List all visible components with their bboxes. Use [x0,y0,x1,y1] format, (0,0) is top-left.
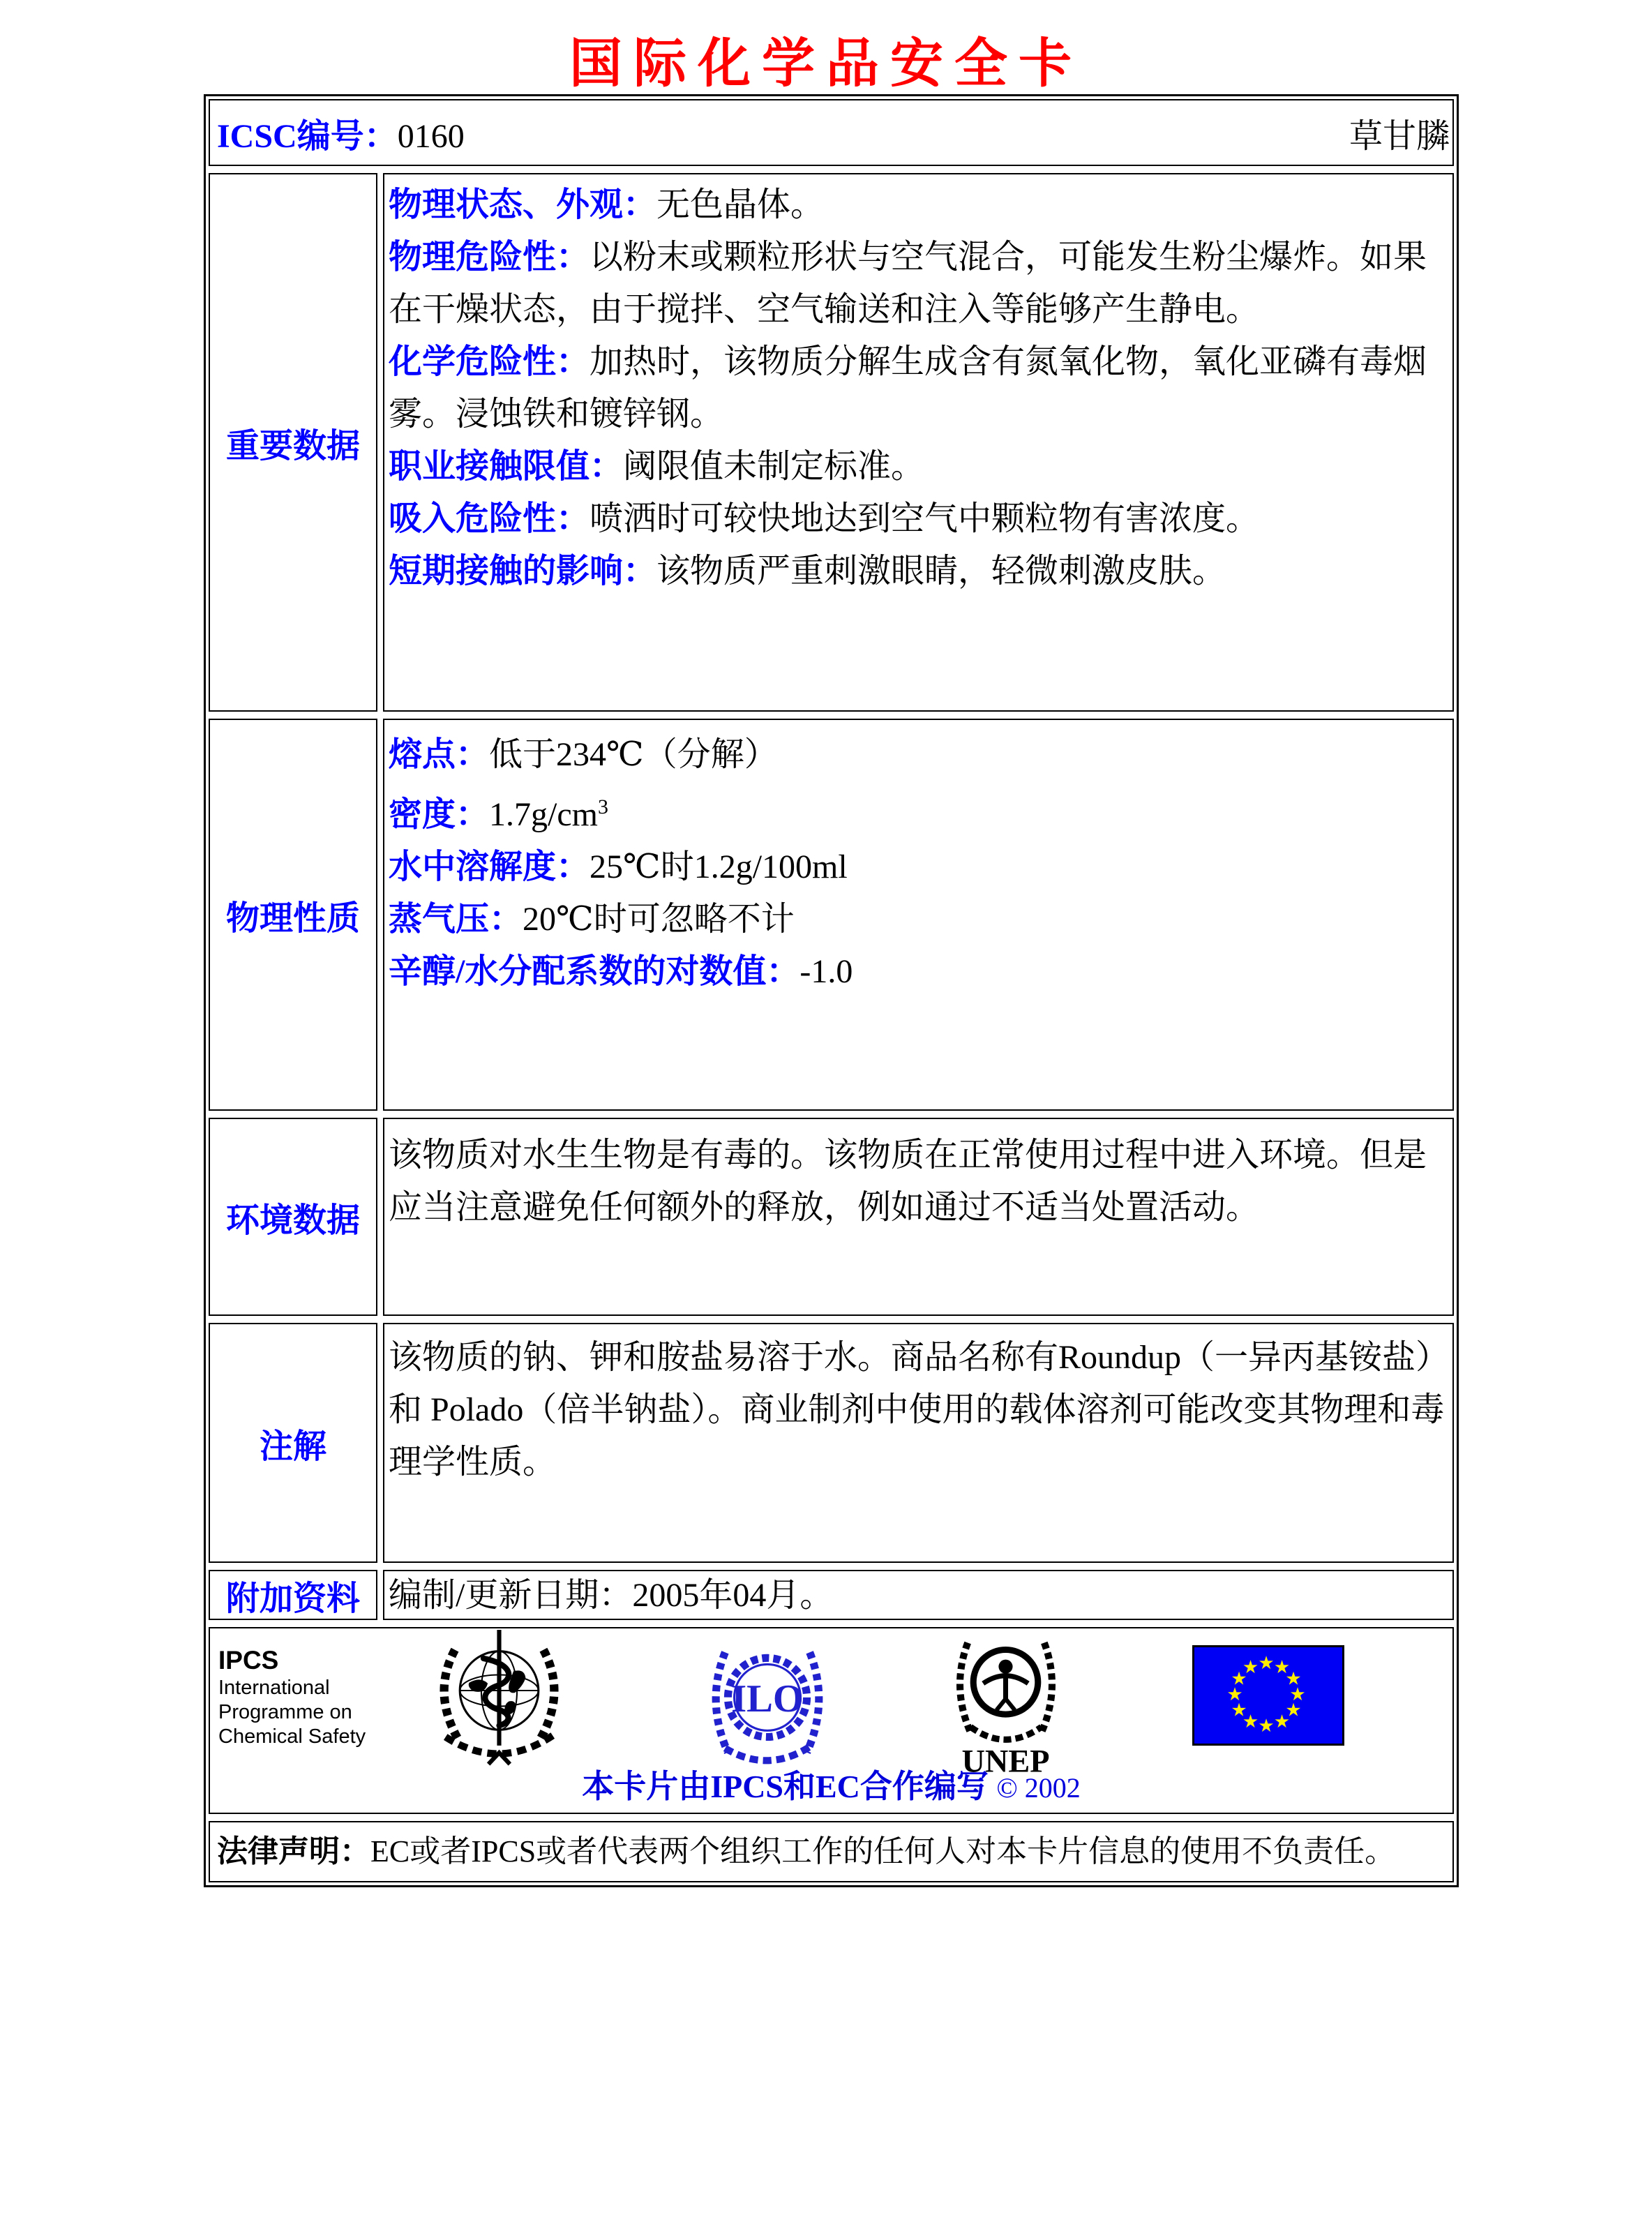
field-label: 职业接触限值： [389,448,624,485]
field-label: 物理状态、外观： [389,186,657,223]
icsc-number-group [217,109,465,157]
section-row-additional-info [209,1570,1454,1620]
svg-text:★: ★ [1273,1711,1291,1732]
section-label-notes: 注解 [209,1323,377,1563]
svg-text:★: ★ [1258,1653,1275,1674]
field-label: 密度： [389,796,490,833]
field-update-date [389,1570,833,1620]
field-value: 加热时，该物质分解生成含有氮氧化物，氧化亚磷有毒烟雾。浸蚀铁和镀锌钢。 [389,343,1427,433]
field-value: 该物质严重刺激眼睛，轻微刺激皮肤。 [656,553,1226,590]
field-chemical-hazard [389,336,1447,440]
section-content-additional-info [383,1570,1454,1620]
section-label-important-data: 重要数据 [209,173,377,712]
field-label: 吸入危险性： [389,500,590,537]
section-label-environmental-data: 环境数据 [209,1118,377,1316]
section-label-physical-properties: 物理性质 [209,719,377,1111]
field-value: 编制/更新日期：2005年04月。 [389,1576,834,1614]
page-title: 国际化学品安全卡 [569,35,1083,93]
field-short-term-effects [389,545,1447,597]
section-content-important-data [383,173,1454,712]
icsc-number-value: 0160 [397,117,465,155]
svg-text:★: ★ [1258,1716,1275,1737]
field-value: 喷洒时可较快地达到空气中颗粒物有害浓度。 [590,500,1260,537]
chemical-name: 草甘膦 [1349,117,1450,155]
legal-row [209,1821,1454,1882]
section-content-environmental-data [383,1118,1454,1316]
field-value: 该物质的钠、钾和胺盐易溶于水。商品名称有Roundup（一异丙基铵盐）和 Polado（倍半钠盐）。商业制剂中使用的载体溶剂可能改变其物理和毒理学性质。 [389,1339,1445,1481]
svg-text:★: ★ [1285,1700,1302,1721]
ipcs-text-block [218,1645,366,1749]
field-value: 1.7g/cm [489,796,598,833]
field-occupational-limit [389,440,1447,493]
svg-text:★: ★ [1273,1657,1291,1678]
field-melting-point [389,728,1447,781]
field-inhalation-risk [389,493,1447,545]
field-value: 低于234℃（分解） [489,736,778,773]
icsc-number-label: ICSC编号： [217,117,398,155]
caption-text: 本卡片由IPCS和EC合作编写 [582,1769,989,1804]
field-physical-state [389,179,1447,231]
svg-text:★: ★ [1242,1711,1259,1732]
field-vapor-pressure [389,893,1447,945]
field-label: 物理危险性： [389,239,590,276]
ipcs-line-3: Chemical Safety [218,1725,366,1748]
cooperation-caption [210,1761,1452,1807]
section-row-notes [209,1323,1454,1563]
field-notes-text [389,1331,1447,1488]
section-content-physical-properties [383,719,1454,1111]
svg-text:★: ★ [1242,1657,1259,1678]
field-value: 以粉末或颗粒形状与空气混合，可能发生粉尘爆炸。如果在干燥状态，由于搅拌、空气输送和注入等能够产生静电。 [389,239,1427,328]
svg-text:★: ★ [1289,1684,1306,1705]
ipcs-acronym: IPCS [218,1646,279,1674]
field-physical-hazard [389,231,1447,336]
section-row-important-data [209,173,1454,712]
field-value: -1.0 [799,953,853,990]
header-cell [209,99,1454,166]
legal-cell [209,1821,1454,1882]
field-value-superscript: 3 [598,795,608,818]
svg-text:★: ★ [1231,1700,1247,1721]
field-value: 25℃时1.2g/100ml [590,848,848,885]
field-label: 水中溶解度： [389,848,590,885]
legal-label: 法律声明： [217,1834,370,1868]
field-partition-coefficient [389,945,1447,998]
ipcs-line-1: International [218,1677,330,1699]
section-content-notes [383,1323,1454,1563]
legal-text: EC或者IPCS或者代表两个组织工作的任何人对本卡片信息的使用不负责任。 [370,1834,1396,1868]
field-value: 无色晶体。 [656,186,825,223]
logos-row [209,1627,1454,1814]
field-environmental-text [389,1129,1447,1234]
copyright-text: © 2002 [996,1772,1081,1804]
field-density [389,781,1447,841]
field-label: 蒸气压： [389,901,523,938]
field-label: 化学危险性： [389,343,590,380]
ilo-logo-icon [704,1635,831,1771]
svg-text:UNEP: UNEP [961,1744,1050,1776]
svg-text:★: ★ [1226,1684,1243,1705]
safety-card [204,94,1459,1887]
ipcs-line-2: Programme on [218,1701,352,1723]
unep-logo-icon [948,1631,1064,1776]
field-label: 辛醇/水分配系数的对数值： [389,953,800,990]
field-value: 该物质对水生生物是有毒的。该物质在正常使用过程中进入环境。但是应当注意避免任何额外的释放，例如通过不适当处置活动。 [389,1137,1427,1226]
field-label: 短期接触的影响： [389,553,657,590]
logos-cell [209,1627,1454,1814]
header-row [209,99,1454,166]
section-row-physical-properties [209,719,1454,1111]
svg-text:ILO: ILO [731,1677,804,1721]
field-value: 阈限值未制定标准。 [623,448,925,485]
field-water-solubility [389,841,1447,893]
eu-flag-icon [1192,1645,1344,1746]
svg-text:★: ★ [1231,1668,1247,1690]
field-value: 20℃时可忽略不计 [523,901,795,938]
svg-text:★: ★ [1285,1668,1302,1690]
who-logo-icon [428,1630,571,1780]
field-label: 熔点： [389,736,490,773]
section-row-environmental-data [209,1118,1454,1316]
section-label-additional-info: 附加资料 [209,1570,377,1620]
